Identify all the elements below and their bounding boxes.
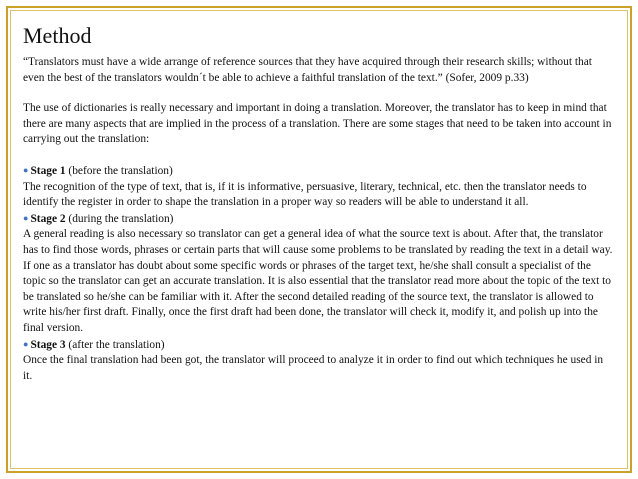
spacer bbox=[23, 86, 615, 101]
stage-3-text: Once the final translation had been got, the translator will proceed to analyze it in order to find out which techniques he used in it. bbox=[23, 354, 604, 382]
stage-2-heading bbox=[23, 211, 615, 228]
slide-title: Method bbox=[23, 23, 92, 48]
stage-1-note: (before the translation) bbox=[68, 164, 173, 177]
stage-1-text: The recognition of the type of text, that is, if it is informative, persuasive, literary, technical, etc. then the translator needs to identify the register in order to shape the translation in a proper way so readers will be able to understand it all. bbox=[23, 180, 587, 209]
stage-3-note: (after the translation) bbox=[68, 338, 165, 351]
stage-3-label: Stage 3 bbox=[30, 338, 66, 351]
quote-paragraph: “Translators must have a wide arrange of reference sources that they have acquired through their research skills; without that even the best of the translators wouldn´t be able to achieve a faithful translation of the text.” (Sofer, 2009 p.33) bbox=[23, 56, 592, 84]
spacer bbox=[23, 148, 615, 163]
slide-content bbox=[23, 55, 615, 384]
bullet-icon: ● bbox=[23, 164, 29, 175]
stage-3-heading bbox=[23, 337, 615, 354]
bullet-icon: ● bbox=[23, 212, 29, 223]
stage-2-label: Stage 2 bbox=[30, 212, 66, 225]
stage-1-heading bbox=[23, 163, 615, 180]
intro-paragraph: The use of dictionaries is really necessary and important in doing a translation. Moreover, the translator has to keep in mind that there are many aspects that are implied in the process of a translation. There are some stages that need to be taken into account in carrying out the translation: bbox=[23, 102, 612, 146]
stage-2-text: A general reading is also necessary so translator can get a general idea of what the source text is about. After that, the translator has to find those words, phrases or certain parts that will cause some problems to be translated by reading the text in a detail way. If one as a translator has doubt about some specific words or phrases of the target text, he/she shall consult a specialist of the topic so the translator can get an accurate translation. It is also essential that the translator read more about the topic of the text to be translated so he/she can be familiar with it. After the second detailed reading of the source text, the translator is allowed to write his/her first draft. Finally, once the first draft had been done, the translator will check it, modify it, and polish up into the final version. bbox=[23, 228, 613, 334]
stage-2-note: (during the translation) bbox=[68, 212, 174, 225]
stage-1-label: Stage 1 bbox=[30, 164, 66, 177]
bullet-icon: ● bbox=[23, 338, 29, 349]
